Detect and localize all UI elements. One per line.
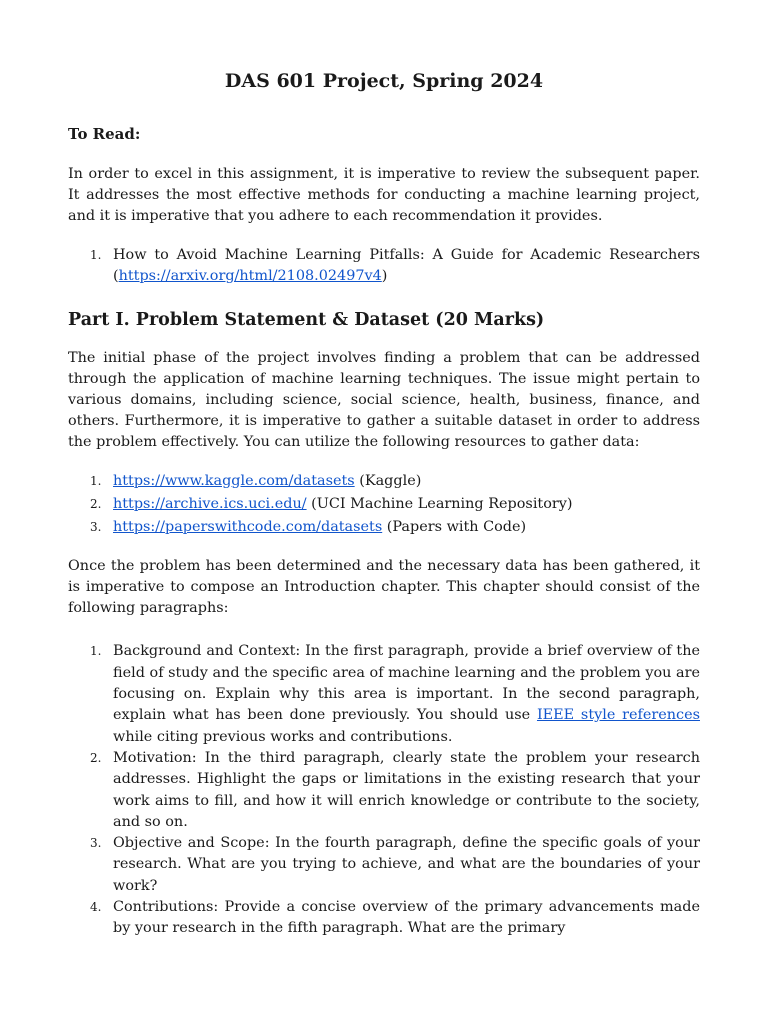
resource-item	[68, 494, 700, 515]
paragraph-text: Objective and Scope: In the fourth paragraph, define the specific goals of your research. What are you trying to achieve, and what are the boundaries of your work?	[113, 835, 700, 894]
list-number: 2.	[90, 496, 102, 511]
intro-paragraph-item	[68, 897, 700, 940]
paragraph-text: Motivation: In the third paragraph, clearly state the problem your research addresses. Highlight the gaps or limitations in the existing research that your work aims to fill, and how it will enrich knowledge or contribute to the society, and so on.	[113, 749, 700, 830]
ieee-references-link[interactable]: IEEE style references	[536, 707, 700, 724]
paragraph-text: Contributions: Provide a concise overview of the primary advancements made by your research in the fifth paragraph. What are the primary	[113, 899, 700, 937]
to-read-heading: To Read:	[68, 125, 141, 143]
list-number: 1.	[90, 473, 102, 488]
list-number: 3.	[90, 520, 102, 535]
list-number: 2.	[90, 750, 102, 765]
reading-list-item	[68, 245, 700, 288]
to-read-intro: In order to excel in this assignment, it is imperative to review the subsequent paper. It addresses the most effective methods for conducting a machine learning project, and it is imperative that you adhere to each recommendation it provides.	[68, 166, 700, 224]
intro-paragraph-item	[68, 833, 700, 897]
page-title: DAS 601 Project, Spring 2024	[224, 70, 544, 92]
resource-note: (Kaggle)	[354, 472, 422, 489]
resource-list	[68, 471, 700, 539]
paren-open: (	[113, 268, 119, 285]
arxiv-link[interactable]: https://arxiv.org/html/2108.02497v4	[118, 268, 382, 285]
list-number: 3.	[90, 836, 102, 851]
uci-link[interactable]: https://archive.ics.uci.edu/	[113, 495, 307, 512]
intro-paragraph-list	[68, 641, 700, 939]
paren-close: )	[381, 268, 388, 285]
resource-item	[68, 471, 700, 492]
paragraph-text: Background and Context: In the first paragraph, provide a brief overview of the field of study and the specific area of machine learning and the problem you are focusing on. Explain why this area is important. In the second paragraph, explain what has been done previously. You should use	[113, 643, 700, 724]
reading-title: How to Avoid Machine Learning Pitfalls: A Guide for Academic Researchers	[113, 247, 700, 263]
resource-note: (UCI Machine Learning Repository)	[306, 495, 573, 512]
intro-paragraph-item	[68, 748, 700, 833]
list-number: 1.	[90, 644, 102, 659]
document-page	[68, 66, 700, 958]
kaggle-link[interactable]: https://www.kaggle.com/datasets	[113, 472, 355, 489]
paperswithcode-link[interactable]: https://paperswithcode.com/datasets	[113, 519, 383, 536]
reading-list	[68, 245, 700, 288]
intro-paragraph-item	[68, 641, 700, 747]
resource-item	[68, 517, 700, 538]
list-number: 4.	[90, 900, 102, 915]
resource-note: (Papers with Code)	[382, 519, 527, 536]
list-number: 1.	[90, 248, 102, 262]
part1-intro: The initial phase of the project involves finding a problem that can be addressed through the application of machine learning techniques. The issue might pertain to various domains, including science, social science, health, business, finance, and others. Furthermore, it is imperative to gather a suitable dataset in order to address the problem effectively. You can utilize the following resources to gather data:	[68, 349, 700, 450]
part1-heading: Part I. Problem Statement & Dataset (20 Marks)	[68, 309, 545, 330]
part1-after-text: Once the problem has been determined and the necessary data has been gathered, it is imperative to compose an Introduction chapter. This chapter should consist of the following paragraphs:	[68, 558, 700, 617]
paragraph-text-end: while citing previous works and contributions.	[113, 728, 453, 745]
